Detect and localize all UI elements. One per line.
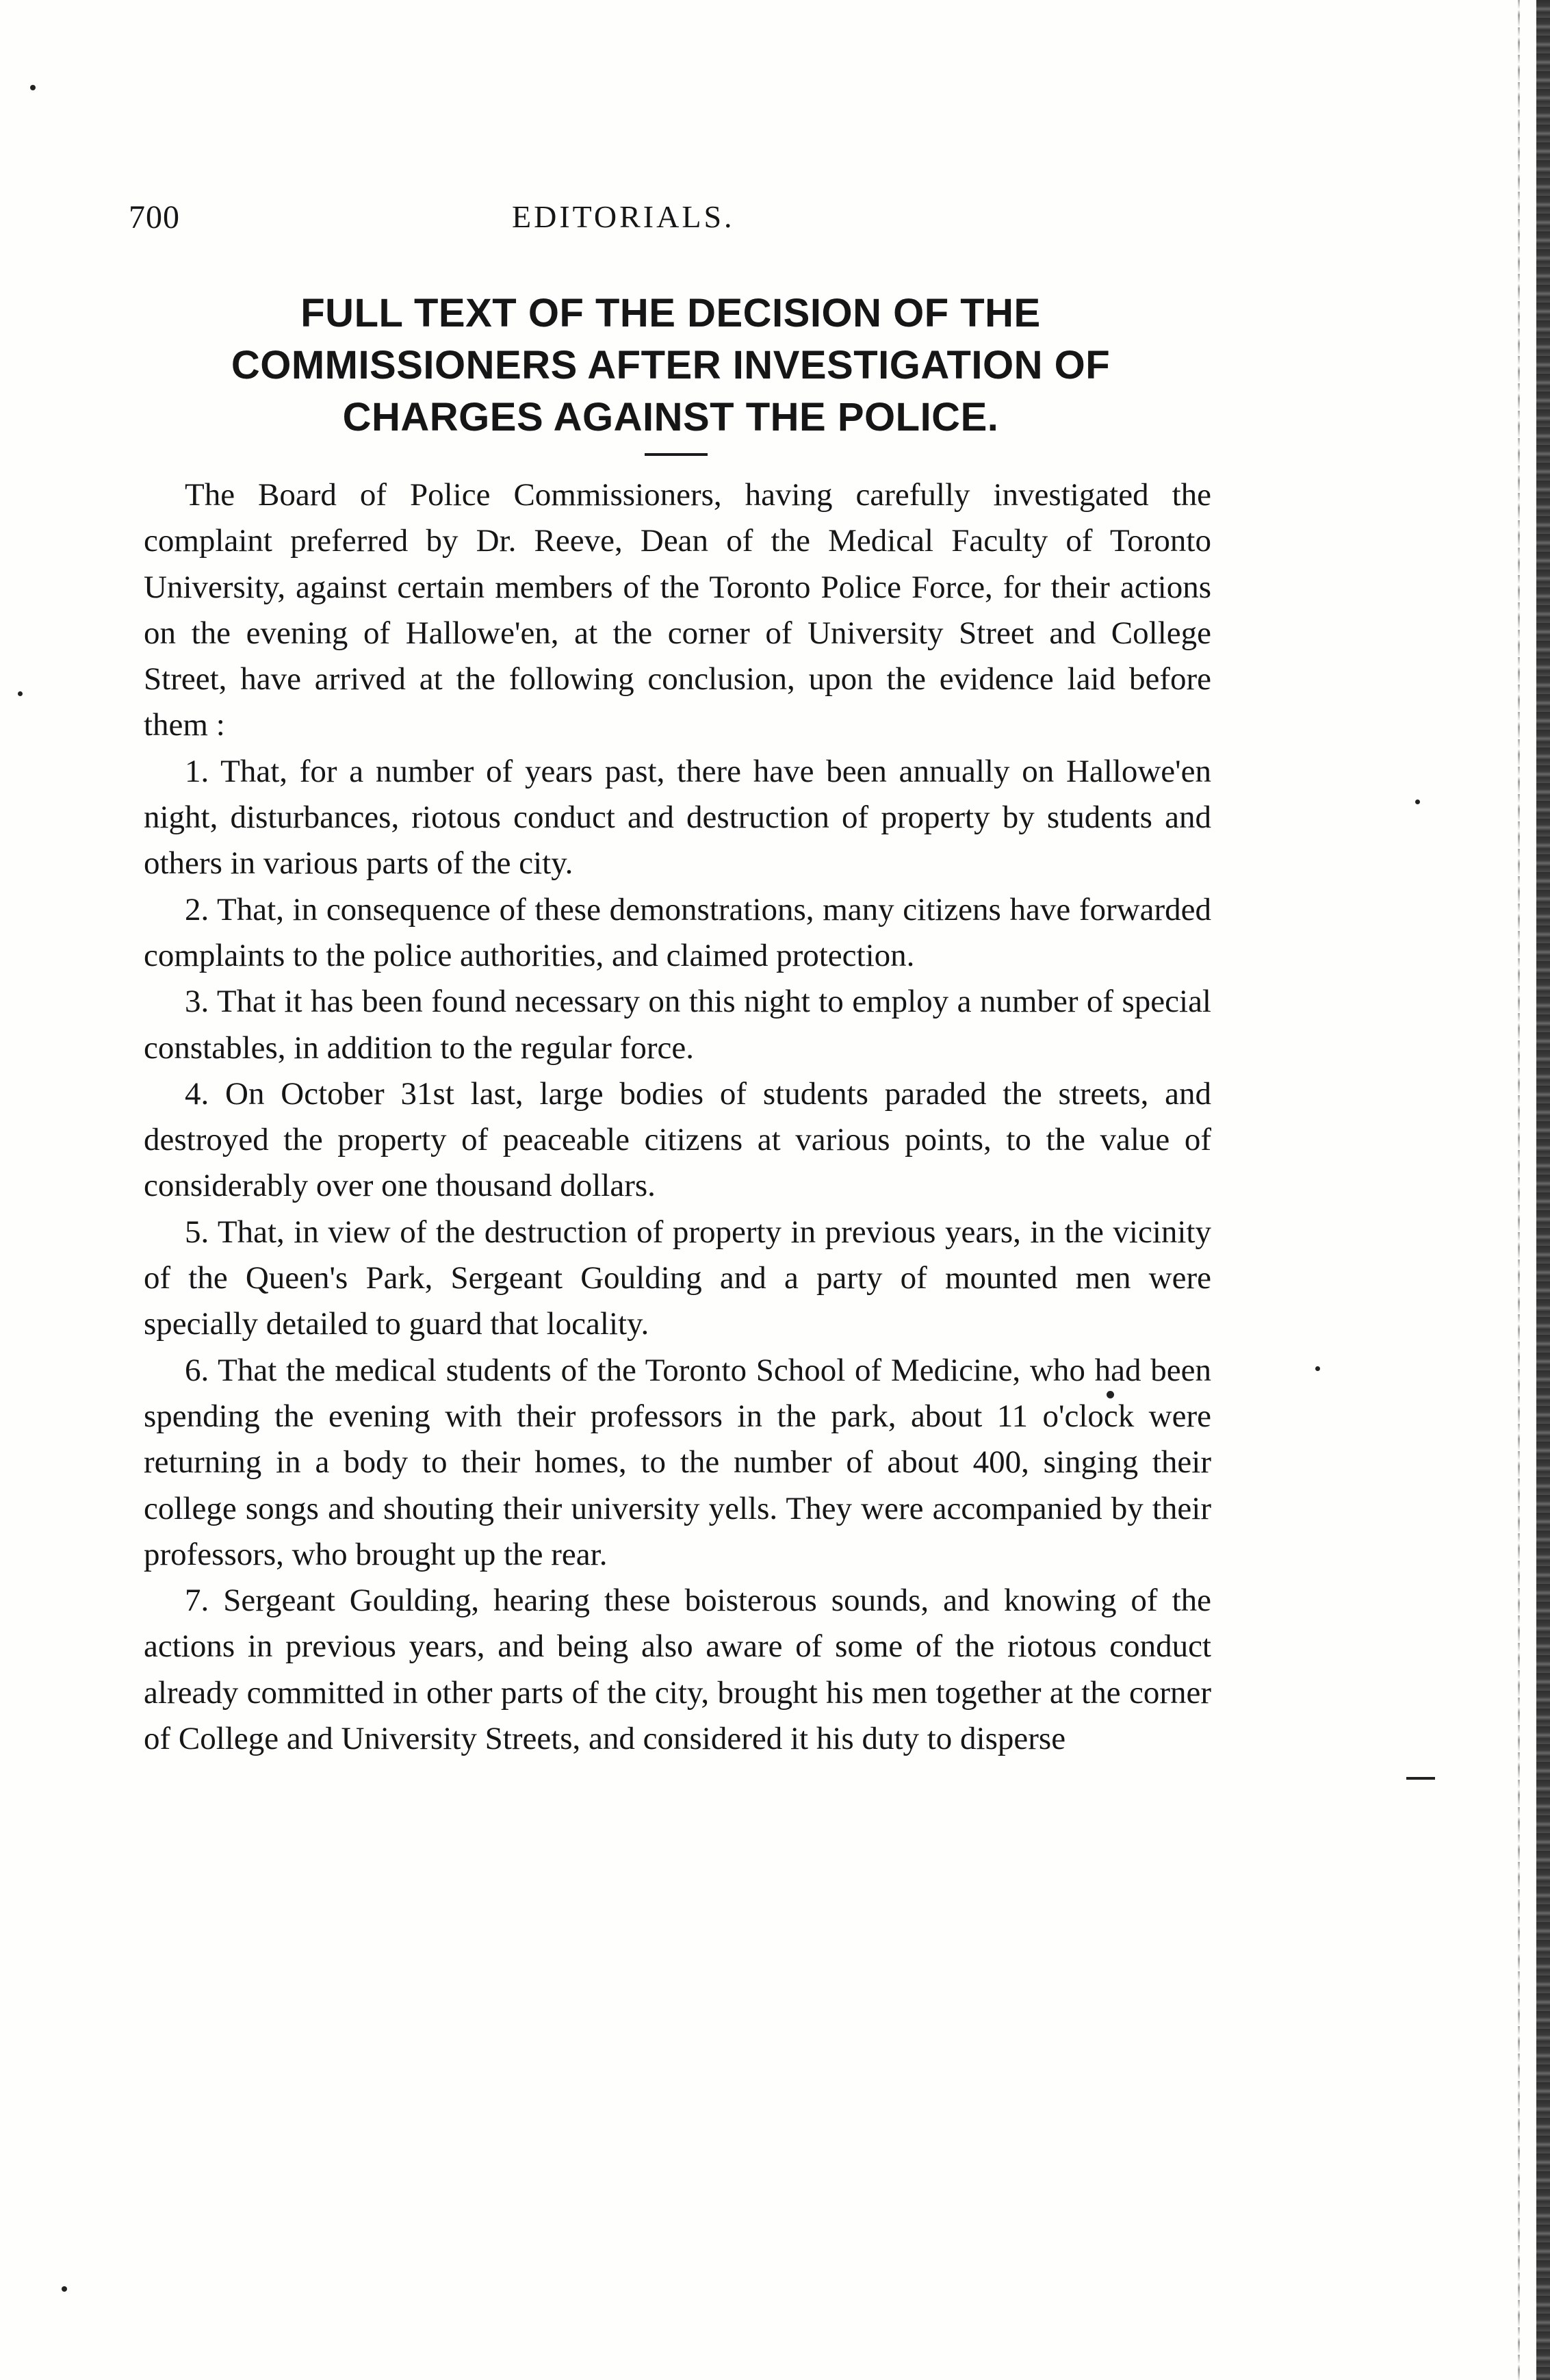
scan-speck [18, 691, 23, 696]
article-body [144, 472, 1211, 1762]
numbered-item-7: 7. Sergeant Goulding, hearing these boisterous sounds, and knowing of the actions in previous years, and being also aware of some of the riotous conduct already committed in other parts of the city, brought his men together at the corner of College and University Streets, and considered it his duty to disperse [144, 1583, 1211, 1757]
binding-edge [1536, 0, 1550, 2380]
numbered-item-3: 3. That it has been found necessary on this night to employ a number of special constables, in addition to the regular force. [144, 984, 1211, 1066]
margin-dash [1406, 1777, 1435, 1780]
page-header [129, 199, 1210, 240]
binding-shadow [1518, 0, 1520, 2380]
scan-speck [30, 85, 36, 90]
intro-paragraph: The Board of Police Commissioners, having carefully investigated the complaint preferred by Dr. Reeve, Dean of the Medical Faculty of Toronto University, against certain members of the Toronto Police Force, for their actions on the evening of Hallowe'en, at the corner of University Street and College Street, have arrived at the following conclusion, upon the evidence laid before them : [144, 477, 1211, 743]
numbered-item-6: 6. That the medical students of the Toronto School of Medicine, who had been spending the evening with their professors in the park, about 11 o'clock were returning in a body to their homes, to the number of about 400, singing their college songs and shouting their university yells. They were accompanied by their professors, who brought up the rear. [144, 1352, 1211, 1572]
article-title: FULL TEXT OF THE DECISION OF THE COMMISSIONERS AFTER INVESTIGATION OF CHARGES AGAINST THE POLICE. [231, 291, 1111, 439]
scan-speck [1315, 1366, 1320, 1371]
numbered-item-4: 4. On October 31st last, large bodies of students paraded the streets, and destroyed the property of peaceable citizens at various points, to the value of considerably over one thousand dollars. [144, 1075, 1211, 1204]
scan-speck [1107, 1391, 1114, 1398]
page-number: 700 [129, 199, 180, 235]
title-rule [645, 453, 708, 456]
scan-speck [62, 2286, 67, 2292]
numbered-item-5: 5. That, in view of the destruction of property in previous years, in the vicinity of the Queen's Park, Sergeant Goulding and a party of mounted men were specially detailed to guard that locality. [144, 1214, 1211, 1342]
numbered-item-2: 2. That, in consequence of these demonstrations, many citizens have forwarded complaints to the police authorities, and claimed protection. [144, 891, 1211, 973]
running-head: EDITORIALS. [512, 199, 735, 234]
numbered-item-1: 1. That, for a number of years past, there have been annually on Hallowe'en night, disturbances, riotous conduct and destruction of property by students and others in various parts of the city. [144, 753, 1211, 882]
scan-speck [1415, 799, 1420, 804]
